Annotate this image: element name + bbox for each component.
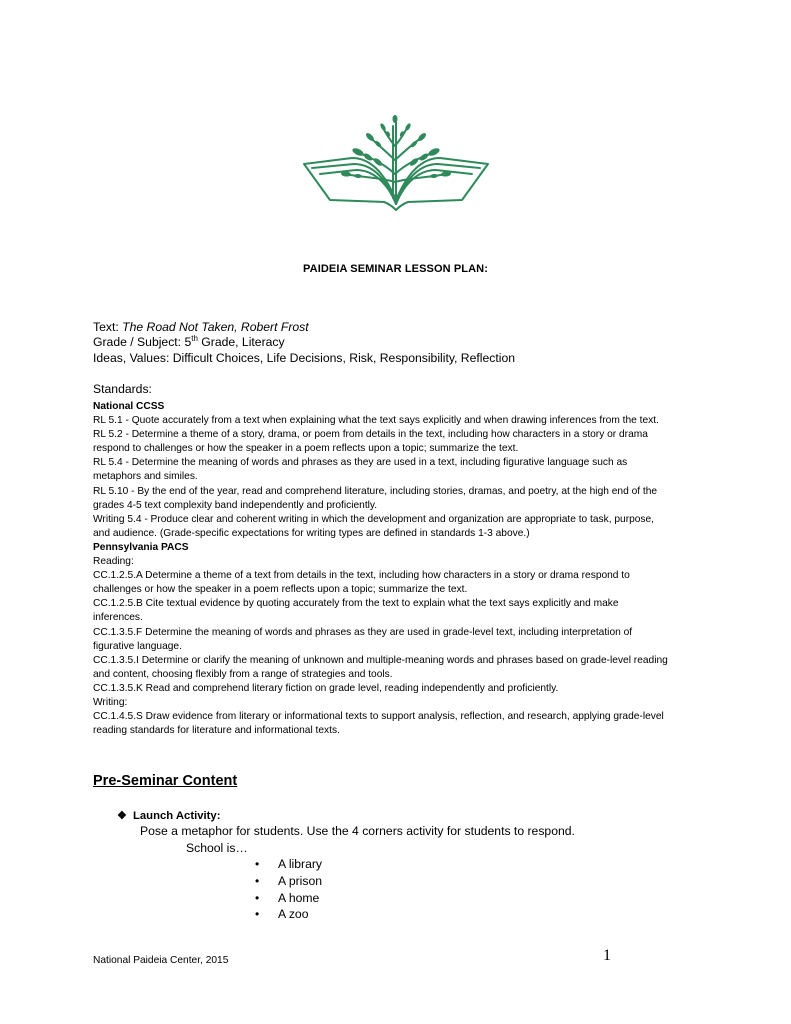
footer-text: National Paideia Center, 2015 (93, 955, 229, 966)
bullet-icon: • (255, 857, 260, 871)
standards-line: and content, choosing flexibly from a range of strategies and tools. (93, 668, 393, 680)
standards-line: Reading: (93, 556, 134, 568)
standards-line: CC.1.3.5.F Determine the meaning of words and phrases as they are used in grade-level text, including interpretation of (93, 626, 633, 638)
standards-line: CC.1.4.5.S Draw evidence from literary or informational texts to support analysis, reflection, and research, applying grade-level (93, 711, 664, 723)
list-item (255, 890, 322, 907)
page-number: 1 (603, 947, 611, 964)
standards-line: CC.1.2.5.A Determine a theme of a text from details in the text, including how characters in a story or drama respond to (93, 570, 630, 582)
text-line (93, 320, 515, 335)
list-item (255, 906, 322, 923)
standards-line: Writing 5.4 - Produce clear and coherent writing in which the development and organization are appropriate to task, purpose, (93, 513, 655, 525)
standards-heading: Standards: (93, 382, 152, 396)
standards-subheading: Pennsylvania PACS (93, 541, 189, 553)
lesson-meta (93, 320, 515, 366)
pre-seminar-heading: Pre-Seminar Content (93, 773, 238, 789)
grade-prefix: Grade / Subject: 5 (93, 335, 192, 350)
standards-line: figurative language. (93, 640, 182, 652)
standards-line: reading standards for literature and informational texts. (93, 725, 340, 737)
grade-line (93, 335, 515, 350)
standards-subheading: National CCSS (93, 401, 165, 412)
standards-line: CC.1.2.5.B Cite textual evidence by quoting accurately from the text to explain what the text says explicitly and make (93, 598, 619, 610)
standards-line: RL 5.1 - Quote accurately from a text when explaining what the text says explicitly and when drawing inferences from the text. (93, 415, 659, 427)
launch-label: Launch Activity: (133, 810, 221, 822)
list-item (255, 873, 322, 890)
paideia-logo (298, 112, 494, 216)
standards-line: RL 5.2 - Determine a theme of a story, drama, or poem from details in the text, including how characters in a story or drama (93, 429, 648, 441)
standards-line: CC.1.3.5.K Read and comprehend literary fiction on grade level, reading independently and proficiently. (93, 682, 559, 694)
list-item (255, 856, 322, 873)
text-label: Text: (93, 320, 123, 334)
launch-instructions: Pose a metaphor for students. Use the 4 corners activity for students to respond. (140, 824, 575, 838)
grade-sup: th (191, 334, 198, 344)
standards-line: inferences. (93, 612, 143, 624)
ideas-line: Ideas, Values: Difficult Choices, Life Decisions, Risk, Responsibility, Reflection (93, 350, 516, 365)
diamond-bullet-icon: ❖ (117, 810, 127, 822)
standards-line: and audience. (Grade-specific expectations for writing types are defined in standards 1-3 above.) (93, 527, 530, 539)
option-label: A home (278, 890, 320, 905)
bullet-icon: • (255, 907, 260, 922)
standards-line: respond to challenges or how the speaker in a poem reflects upon a topic; summarize the text. (93, 443, 519, 455)
standards-line: challenges or how the speaker in a poem reflects upon a topic; summarize the text. (93, 584, 468, 596)
grade-suffix: Grade, Literacy (197, 335, 285, 350)
standards-line: metaphors and similes. (93, 471, 198, 483)
book-tree-icon (298, 112, 494, 216)
bullet-icon: • (255, 873, 260, 888)
metaphor-prompt: School is… (186, 841, 248, 855)
standards-line: Writing: (93, 696, 128, 708)
option-label: A library (278, 857, 323, 871)
page-title: PAIDEIA SEMINAR LESSON PLAN: (303, 263, 488, 275)
standards-list (93, 400, 713, 738)
launch-activity (117, 809, 220, 822)
standards-line: RL 5.10 - By the end of the year, read and comprehend literature, including stories, dramas, and poetry, at the high end of the (93, 485, 658, 497)
metaphor-options (255, 856, 322, 923)
bullet-icon: • (255, 890, 260, 905)
standards-line: CC.1.3.5.I Determine or clarify the meaning of unknown and multiple-meaning words and phrases based on grade-level reading (93, 654, 668, 666)
option-label: A zoo (278, 907, 309, 922)
option-label: A prison (278, 873, 323, 888)
standards-line: RL 5.4 - Determine the meaning of words and phrases as they are used in a text, including figurative language such as (93, 457, 628, 469)
standards-line: grades 4-5 text complexity band independently and proficiently. (93, 499, 378, 511)
text-value: The Road Not Taken, Robert Frost (122, 320, 309, 334)
